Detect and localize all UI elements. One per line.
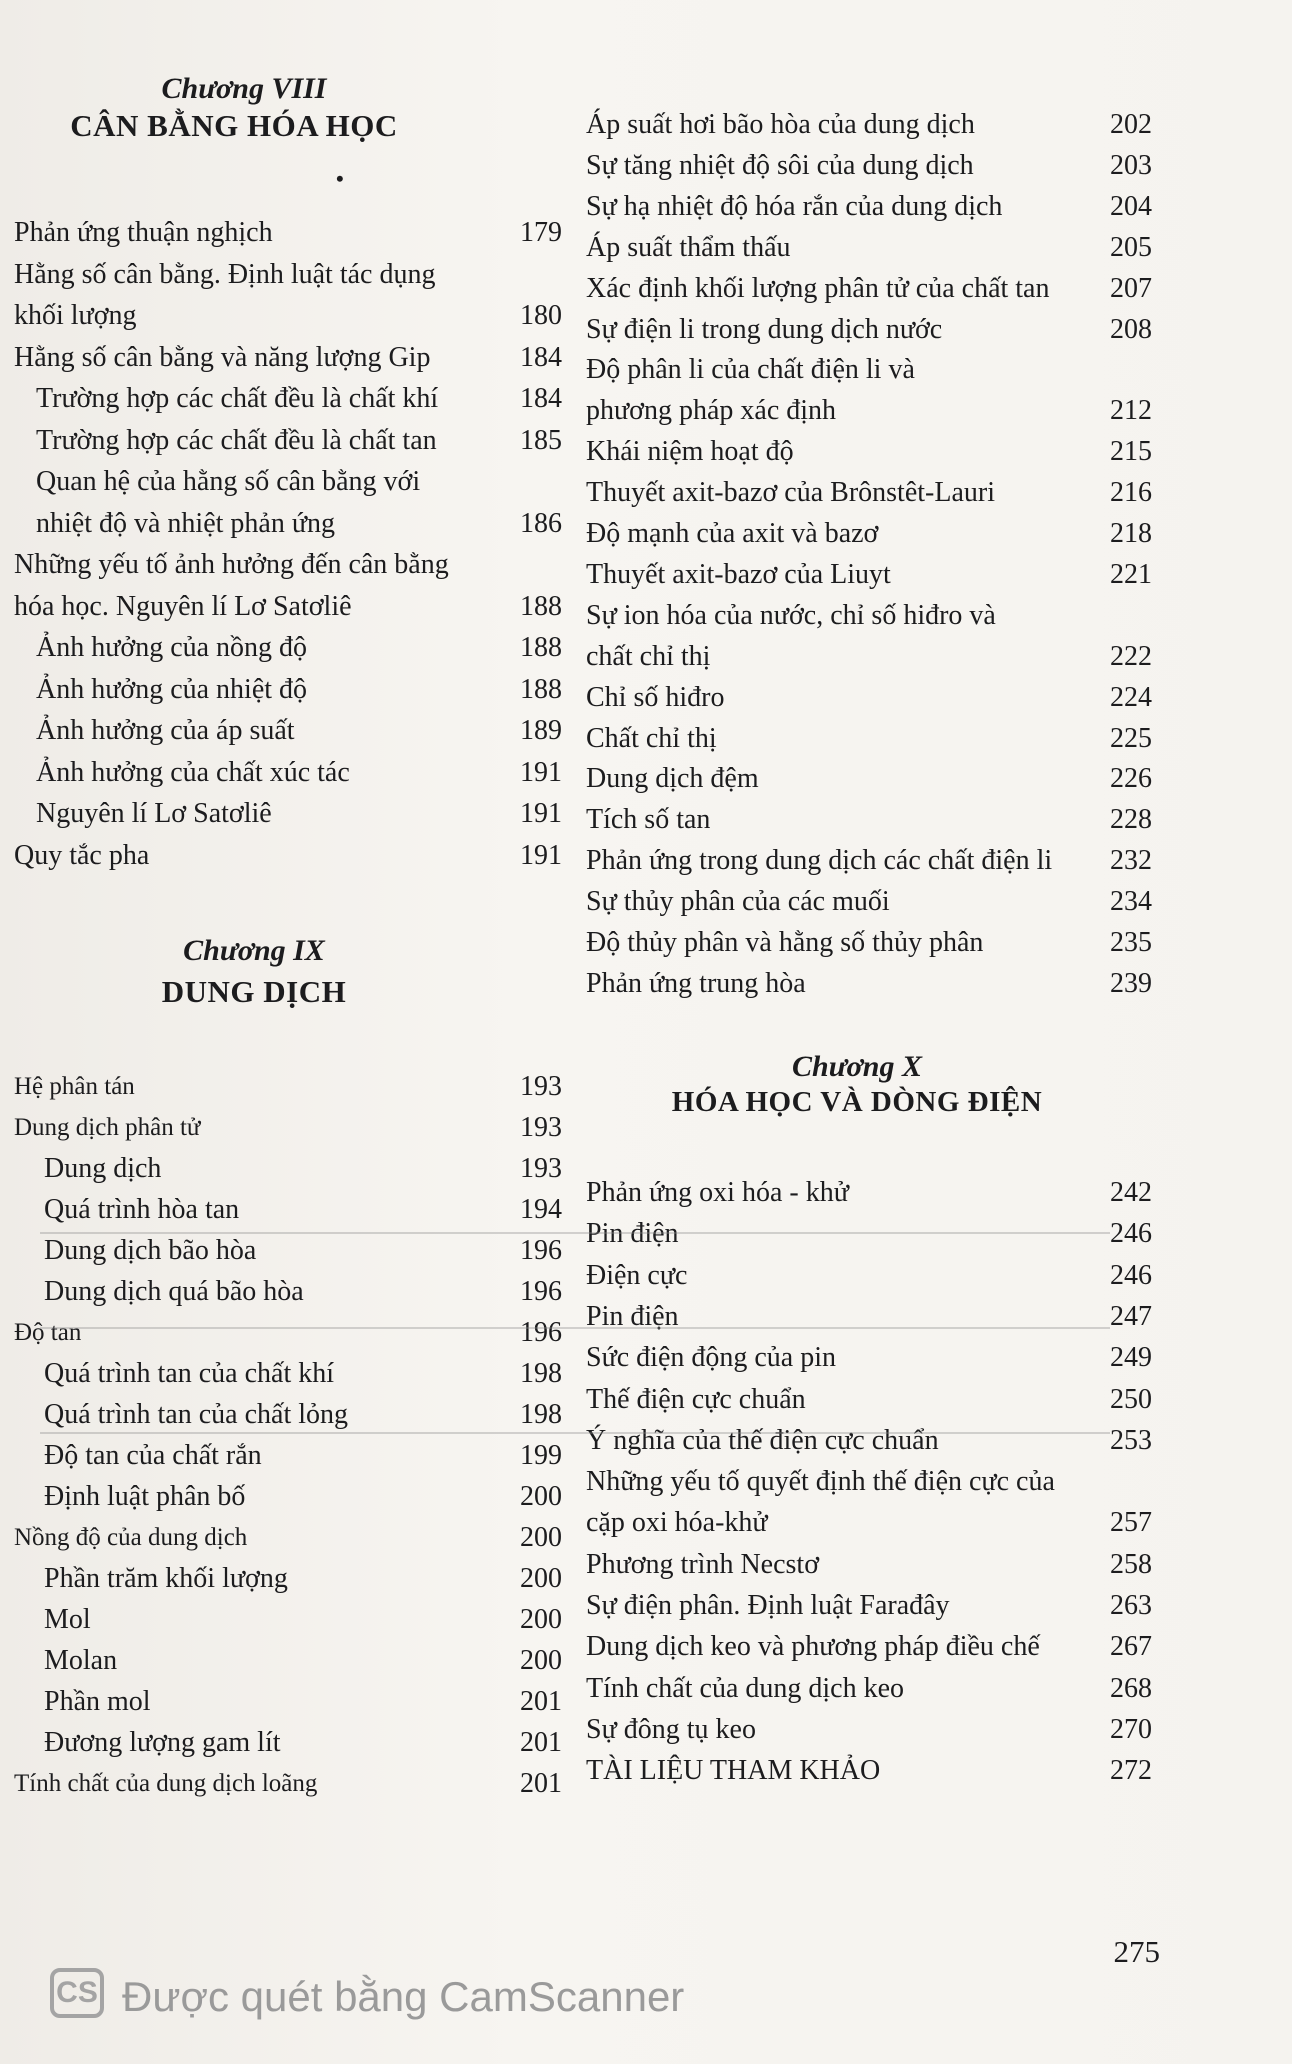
toc-entry (586, 922, 1152, 963)
toc-entry-title: Ảnh hưởng của nồng độ (36, 632, 308, 663)
chapter-x-title: HÓA HỌC VÀ DÒNG ĐIỆN (671, 1086, 1043, 1118)
toc-entry-page: 203 (1110, 149, 1152, 181)
toc-entry (14, 337, 562, 378)
camscanner-logo-icon: CS (50, 1968, 104, 2018)
toc-entry-title: Quá trình tan của chất lỏng (44, 1399, 349, 1430)
toc-entry-title: Thế điện cực chuẩn (586, 1383, 806, 1415)
toc-entry (14, 710, 562, 751)
toc-entry (14, 1312, 562, 1353)
toc-entry-title: Trường hợp các chất đều là chất tan (36, 424, 437, 456)
toc-entry-page: 246 (1110, 1259, 1152, 1291)
divider-line (40, 1232, 1110, 1234)
toc-entry-title: Dung dịch quá bão hòa (44, 1276, 304, 1307)
toc-entry (586, 718, 1152, 759)
toc-entry-page: 200 (520, 1604, 562, 1635)
toc-entry-title: Molan (44, 1645, 118, 1676)
toc-entry-page: 193 (520, 1153, 562, 1184)
toc-entry (586, 636, 1152, 677)
toc-entry-title: Những yếu tố quyết định thế điện cực của (586, 1466, 1055, 1498)
toc-entry-title: Nồng độ của dung dịch (14, 1524, 248, 1551)
toc-entry (586, 840, 1152, 881)
toc-entry-page: 232 (1110, 845, 1152, 877)
divider-line (40, 1432, 1110, 1434)
toc-entry (14, 627, 562, 668)
toc-entry-title: Hằng số cân bằng. Định luật tác dụng (14, 258, 436, 290)
toc-entry (586, 881, 1152, 922)
toc-entry (586, 104, 1152, 145)
toc-entry (586, 349, 1152, 390)
page-number: 275 (1113, 1934, 1160, 1969)
toc-entry (14, 1394, 562, 1435)
toc-entry (14, 1640, 562, 1681)
toc-entry-page: 204 (1110, 190, 1152, 222)
chapter-x-number: Chương X (792, 1050, 922, 1083)
toc-entry-page: 188 (520, 590, 562, 622)
toc-entry-page: 185 (520, 424, 562, 456)
toc-entry (14, 1681, 562, 1722)
toc-entry-page: 253 (1110, 1424, 1152, 1456)
toc-entry (586, 1750, 1152, 1791)
toc-entry-title: Sự ion hóa của nước, chỉ số hiđro và (586, 599, 996, 631)
toc-entry-title: Dung dịch phân tử (14, 1114, 201, 1141)
toc-entry-page: 218 (1110, 518, 1152, 549)
toc-entry-title: Pin điện (586, 1218, 679, 1250)
toc-entry-page: 226 (1110, 763, 1152, 795)
toc-entry (586, 227, 1152, 268)
toc-entry-page: 228 (1110, 804, 1152, 836)
toc-entry (14, 1599, 562, 1640)
toc-entry (586, 1255, 1152, 1296)
toc-entry-page: 201 (520, 1686, 562, 1717)
toc-entry-page: 257 (1110, 1507, 1152, 1539)
toc-entry-page: 184 (520, 341, 562, 373)
toc-entry-title: TÀI LIỆU THAM KHẢO (586, 1755, 881, 1787)
toc-entry-title: Trường hợp các chất đều là chất khí (36, 383, 439, 414)
toc-entry (586, 472, 1152, 513)
toc-entry-title: Ảnh hưởng của áp suất (36, 715, 295, 746)
toc-entry-title: Tích số tan (586, 804, 711, 836)
toc-entry (14, 1148, 562, 1189)
toc-entry-page: 200 (520, 1481, 562, 1512)
toc-entry-title: Pin điện (586, 1300, 679, 1332)
toc-entry-title: Nguyên lí Lơ Satơliê (36, 798, 272, 829)
chapter-ix-heading (14, 934, 574, 1010)
toc-entry-page: 199 (520, 1440, 562, 1471)
toc-entry-page: 246 (1110, 1218, 1152, 1250)
toc-entry (586, 1337, 1152, 1378)
toc-entry (586, 1668, 1152, 1709)
toc-entry (586, 309, 1152, 350)
toc-entry-title: Thuyết axit-bazơ của Brônstêt-Lauri (586, 477, 995, 509)
chapter-viii-number: Chương VIII (161, 72, 327, 105)
toc-entry-title: Phương trình Necstơ (586, 1548, 819, 1580)
toc-entry-title: Xác định khối lượng phân tử của chất tan (586, 272, 1050, 304)
toc-entry-title: Phản ứng thuận nghịch (14, 217, 273, 248)
toc-entry-page: 188 (520, 673, 562, 705)
toc-entry-page: 222 (1110, 640, 1152, 672)
toc-entry-title: Độ tan (14, 1319, 82, 1346)
toc-entry-title: Dung dịch đệm (586, 763, 759, 795)
toc-entry-title: Độ thủy phân và hằng số thủy phân (586, 927, 984, 958)
toc-entry-page: 193 (520, 1071, 562, 1102)
toc-entry (14, 212, 562, 253)
toc-entry (14, 669, 562, 710)
toc-entry (586, 431, 1152, 472)
toc-entry-title: Quan hệ của hằng số cân bằng với (36, 466, 421, 497)
toc-entry (14, 420, 562, 461)
toc-entry-title: Phản ứng trong dung dịch các chất điện li (586, 845, 1053, 877)
toc-entry-page: 186 (520, 507, 562, 539)
toc-entry (586, 595, 1152, 636)
toc-entry-page: 225 (1110, 722, 1152, 754)
toc-entry (14, 752, 562, 793)
toc-entry-page: 212 (1110, 395, 1152, 427)
toc-entry-title: Quá trình tan của chất khí (44, 1358, 335, 1389)
toc-entry (14, 544, 562, 585)
toc-entry-page: 221 (1110, 558, 1152, 590)
toc-entry (14, 254, 562, 295)
toc-entry-page: 263 (1110, 1590, 1152, 1621)
toc-entry-title: Mol (44, 1604, 91, 1635)
toc-entry-title: cặp oxi hóa-khử (586, 1507, 768, 1539)
toc-entry-title: Ảnh hưởng của nhiệt độ (36, 673, 308, 705)
toc-entry-title: Độ phân li của chất điện li và (586, 354, 915, 386)
toc-entry (586, 186, 1152, 227)
toc-entry-page: 194 (520, 1194, 562, 1225)
toc-entry-page: 191 (520, 839, 562, 871)
toc-entry (586, 145, 1152, 186)
toc-entry (586, 513, 1152, 554)
toc-entry-page: 184 (520, 383, 562, 414)
toc-entry-title: Độ tan của chất rắn (44, 1440, 262, 1471)
toc-entry (14, 295, 562, 336)
toc-entry (14, 1517, 562, 1558)
toc-entry-title: Tính chất của dung dịch keo (586, 1672, 905, 1704)
toc-entry (586, 1502, 1152, 1543)
toc-entry-page: 272 (1110, 1755, 1152, 1787)
toc-entry-page: 200 (520, 1522, 562, 1553)
toc-entry-title: Quy tắc pha (14, 839, 150, 871)
toc-entry (586, 758, 1152, 799)
toc-entry (586, 1296, 1152, 1337)
toc-entry-page: 200 (520, 1645, 562, 1676)
divider-line (40, 1327, 1110, 1329)
toc-entry-page: 198 (520, 1399, 562, 1430)
toc-entry-title: Chất chỉ thị (586, 722, 717, 754)
chapter-viii-heading (14, 72, 574, 144)
toc-entry-page: 242 (1110, 1177, 1152, 1208)
toc-entry-page: 208 (1110, 313, 1152, 345)
toc-entry (586, 677, 1152, 718)
toc-entry-title: khối lượng (14, 300, 137, 331)
toc-entry (586, 963, 1152, 1004)
toc-entry-page: 180 (520, 300, 562, 331)
toc-entry (14, 461, 562, 502)
toc-entry-title: Sự tăng nhiệt độ sôi của dung dịch (586, 149, 974, 181)
toc-entry-title: Thuyết axit-bazơ của Liuyt (586, 558, 891, 590)
toc-entry-title: phương pháp xác định (586, 395, 837, 427)
toc-entry-title: Độ mạnh của axit và bazơ (586, 518, 879, 549)
toc-entry (14, 1353, 562, 1394)
toc-entry-page: 191 (520, 798, 562, 829)
toc-entry-page: 196 (520, 1276, 562, 1307)
toc-entry-title: Dung dịch (44, 1153, 162, 1184)
toc-entry-title: Sự điện li trong dung dịch nước (586, 313, 943, 345)
toc-entry (14, 503, 562, 544)
toc-entry (14, 1435, 562, 1476)
toc-entry (14, 586, 562, 627)
toc-entry-page: 189 (520, 715, 562, 746)
toc-entry (14, 1107, 562, 1148)
toc-entry-page: 196 (520, 1317, 562, 1348)
toc-entry-title: Hằng số cân bằng và năng lượng Gip (14, 341, 431, 373)
decorative-dot: • (336, 166, 344, 191)
toc-entry-title: Ảnh hưởng của chất xúc tác (36, 756, 350, 788)
toc-entry-title: chất chỉ thị (586, 640, 711, 672)
toc-entry-title: Áp suất thẩm thấu (586, 231, 791, 263)
toc-entry-page: 239 (1110, 967, 1152, 999)
toc-entry-page: 235 (1110, 927, 1152, 958)
toc-entry-title: Sự hạ nhiệt độ hóa rắn của dung dịch (586, 190, 1003, 222)
toc-entry-title: Chỉ số hiđro (586, 681, 725, 713)
toc-entry-page: 224 (1110, 681, 1152, 713)
toc-entry-title: Quá trình hòa tan (44, 1194, 240, 1225)
toc-entry-page: 198 (520, 1358, 562, 1389)
toc-entry-page: 188 (520, 632, 562, 663)
toc-entry (14, 1066, 562, 1107)
toc-entry (586, 799, 1152, 840)
toc-entry-title: Định luật phân bố (44, 1481, 246, 1512)
toc-entry-title: Phần trăm khối lượng (44, 1563, 288, 1594)
toc-entry-page: 270 (1110, 1713, 1152, 1745)
toc-entry (14, 1271, 562, 1312)
toc-entry-page: 201 (520, 1768, 562, 1799)
toc-entry-page: 249 (1110, 1342, 1152, 1374)
toc-entry-page: 234 (1110, 886, 1152, 918)
toc-entry-title: Dung dịch bão hòa (44, 1235, 257, 1266)
toc-entry (586, 1585, 1152, 1626)
toc-entry (586, 1626, 1152, 1667)
toc-entry (586, 554, 1152, 595)
toc-entry-title: nhiệt độ và nhiệt phản ứng (36, 507, 336, 539)
toc-entry-title: Tính chất của dung dịch loãng (14, 1770, 318, 1797)
toc-entry-title: Ý nghĩa của thế điện cực chuẩn (586, 1424, 939, 1456)
toc-entry-title: Áp suất hơi bão hòa của dung dịch (586, 109, 975, 140)
toc-entry (586, 1709, 1152, 1750)
toc-entry-title: Đương lượng gam lít (44, 1727, 281, 1758)
toc-entry-title: Dung dịch keo và phương pháp điều chế (586, 1631, 1040, 1663)
toc-entry (586, 1172, 1152, 1213)
toc-entry (586, 1461, 1152, 1502)
toc-entry-title: Sức điện động của pin (586, 1342, 837, 1374)
toc-entry (586, 390, 1152, 431)
toc-entry-page: 215 (1110, 436, 1152, 468)
chapter-ix-title: DUNG DỊCH (161, 974, 347, 1009)
toc-entry (586, 268, 1152, 309)
toc-entry-page: 205 (1110, 231, 1152, 263)
toc-entry (14, 1558, 562, 1599)
toc-entry-page: 179 (520, 217, 562, 248)
toc-entry-page: 196 (520, 1235, 562, 1266)
toc-entry-title: Điện cực (586, 1259, 688, 1291)
camscanner-text: Được quét bằng CamScanner (122, 1972, 685, 2020)
toc-entry-page: 247 (1110, 1300, 1152, 1332)
toc-entry (14, 1476, 562, 1517)
toc-entry-page: 207 (1110, 272, 1152, 304)
chapter-ix-number: Chương IX (183, 934, 325, 967)
toc-entry (586, 1420, 1152, 1461)
toc-entry-title: Phản ứng oxi hóa - khử (586, 1177, 849, 1208)
toc-entry (586, 1379, 1152, 1420)
toc-entry-page: 202 (1110, 109, 1152, 140)
toc-entry-page: 201 (520, 1727, 562, 1758)
toc-entry-title: Những yếu tố ảnh hưởng đến cân bằng (14, 549, 449, 580)
toc-entry-page: 216 (1110, 477, 1152, 509)
toc-entry-title: Phần mol (44, 1686, 151, 1717)
chapter-x-heading (586, 1050, 1156, 1119)
toc-entry-page: 268 (1110, 1672, 1152, 1704)
toc-entry-title: Sự đông tụ keo (586, 1713, 756, 1745)
toc-entry-page: 250 (1110, 1383, 1152, 1415)
toc-entry-title: Sự thủy phân của các muối (586, 886, 890, 918)
toc-entry (14, 1763, 562, 1804)
camscanner-watermark (50, 1964, 684, 2024)
toc-entry-title: Khái niệm hoạt độ (586, 436, 794, 468)
toc-entry (14, 835, 562, 876)
toc-entry (14, 1230, 562, 1271)
toc-entry-page: 193 (520, 1112, 562, 1143)
toc-entry-page: 267 (1110, 1631, 1152, 1663)
toc-entry-page: 200 (520, 1563, 562, 1594)
toc-entry-page: 191 (520, 756, 562, 788)
toc-entry (14, 378, 562, 419)
toc-entry-title: hóa học. Nguyên lí Lơ Satơliê (14, 590, 352, 622)
toc-entry (14, 1722, 562, 1763)
toc-entry-title: Hệ phân tán (14, 1073, 135, 1100)
toc-entry-title: Phản ứng trung hòa (586, 967, 806, 999)
toc-entry (14, 793, 562, 834)
toc-entry-title: Sự điện phân. Định luật Farađây (586, 1590, 950, 1621)
toc-entry (586, 1544, 1152, 1585)
toc-entry-page: 258 (1110, 1548, 1152, 1580)
chapter-viii-title: CÂN BẰNG HÓA HỌC (70, 108, 398, 143)
toc-entry (14, 1189, 562, 1230)
